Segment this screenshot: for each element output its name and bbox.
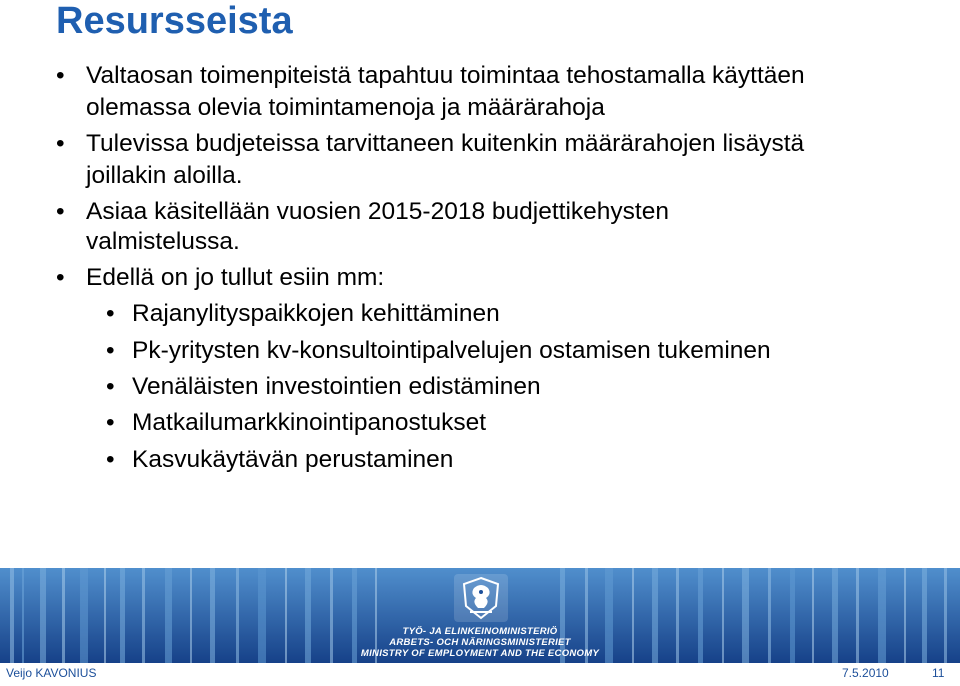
bullet-dot: • <box>106 337 115 364</box>
ministry-name-fi: TYÖ- JA ELINKEINOMINISTERIÖ <box>402 626 558 637</box>
sub-bullet-item <box>106 298 500 330</box>
bullet-item <box>56 196 669 228</box>
bullet-continuation <box>86 92 605 124</box>
sub-bullet-text: Rajanylityspaikkojen kehittäminen <box>132 300 500 327</box>
sub-bullet-text: Pk-yritysten kv-konsultointipalvelujen ostamisen tukeminen <box>132 337 771 364</box>
bullet-text: valmistelussa. <box>86 228 240 255</box>
bullet-dot: • <box>106 373 115 400</box>
bullet-continuation <box>86 226 240 258</box>
bullet-text: Asiaa käsitellään vuosien 2015-2018 budjettikehysten <box>86 198 669 225</box>
bullet-item <box>56 128 805 160</box>
bullet-text: olemassa olevia toimintamenoja ja määrärahoja <box>86 94 605 121</box>
bullet-dot: • <box>56 198 65 225</box>
bullet-dot: • <box>106 409 115 436</box>
ministry-name-en: MINISTRY OF EMPLOYMENT AND THE ECONOMY <box>360 648 600 659</box>
sub-bullet-text: Matkailumarkkinointipanostukset <box>132 409 487 436</box>
slide-title: Resursseista <box>56 0 293 42</box>
bullet-text: Valtaosan toimenpiteistä tapahtuu toimintaa tehostamalla käyttäen <box>86 62 805 89</box>
footer-date: 7.5.2010 <box>842 666 889 680</box>
ministry-name-sv: ARBETS- OCH NÄRINGSMINISTERIET <box>389 637 571 648</box>
sub-bullet-item <box>106 335 771 367</box>
bullet-continuation <box>86 160 243 192</box>
bullet-text: Tulevissa budjeteissa tarvittaneen kuitenkin määrärahojen lisäystä <box>86 130 805 157</box>
bullet-text: joillakin aloilla. <box>86 162 243 189</box>
bullet-dot: • <box>56 264 65 291</box>
sub-bullet-text: Venäläisten investointien edistäminen <box>132 373 541 400</box>
bullet-dot: • <box>106 446 115 473</box>
bullet-item <box>56 262 385 294</box>
bullet-text: Edellä on jo tullut esiin mm: <box>86 264 385 291</box>
sub-bullet-item <box>106 371 541 403</box>
footer-page-number: 11 <box>932 666 945 680</box>
bullet-dot: • <box>56 130 65 157</box>
sub-bullet-text: Kasvukäytävän perustaminen <box>132 446 454 473</box>
bullet-dot: • <box>56 62 65 89</box>
ministry-lion-logo <box>452 572 510 624</box>
footer-bar <box>0 663 960 686</box>
footer-author: Veijo KAVONIUS <box>6 666 97 680</box>
sub-bullet-item <box>106 407 487 439</box>
bullet-item <box>56 60 805 92</box>
sub-bullet-item <box>106 444 454 476</box>
bullet-dot: • <box>106 300 115 327</box>
